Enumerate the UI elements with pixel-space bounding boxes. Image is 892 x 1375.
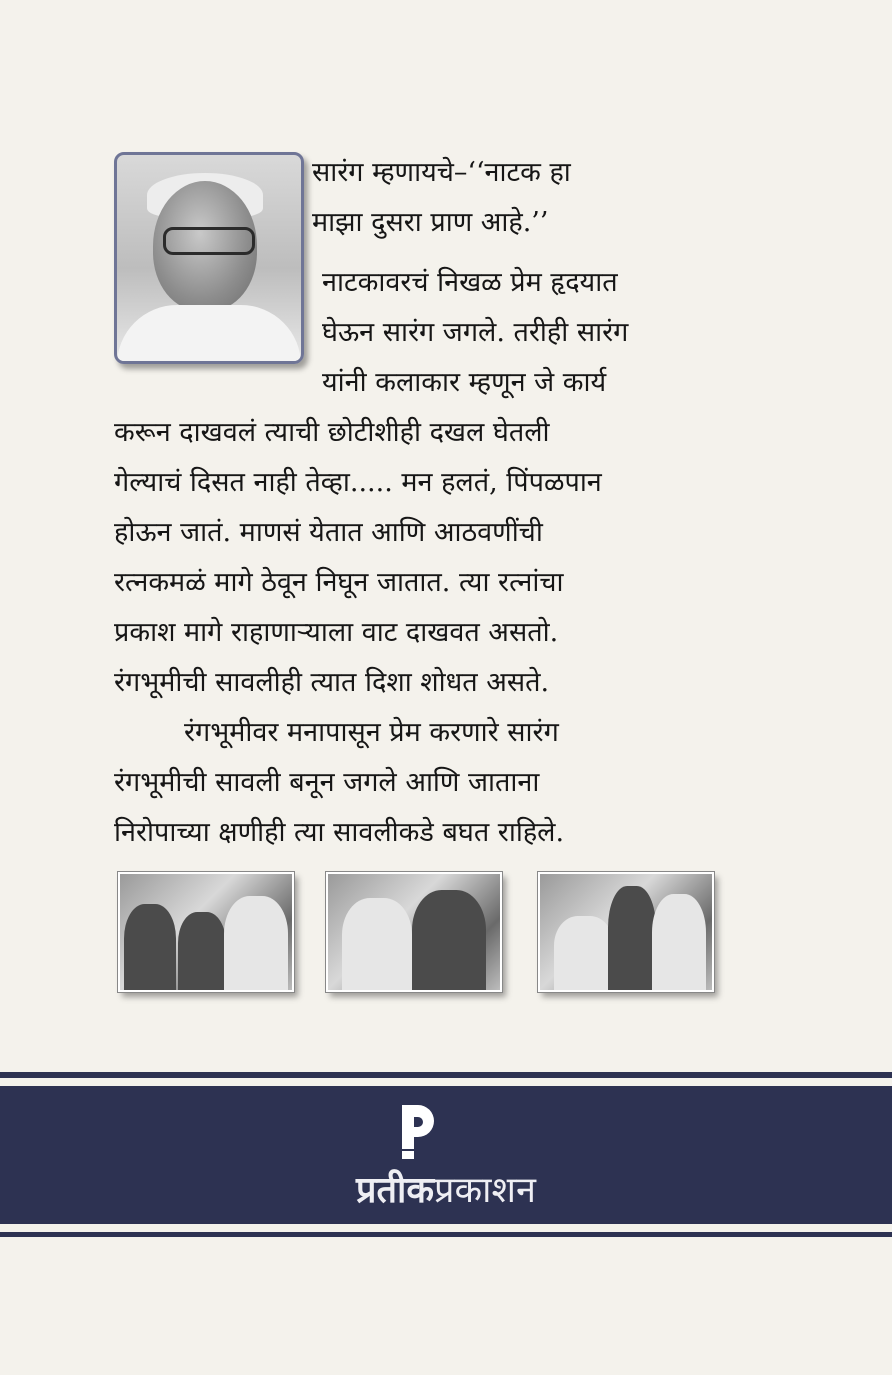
para1-line: रंगभूमीची सावलीही त्यात दिशा शोधत असते.	[114, 667, 550, 698]
stage-photo-2	[326, 872, 502, 992]
photo-figure	[554, 916, 614, 990]
para1-line: गेल्याचं दिसत नाही तेव्हा..... मन हलतं, पिंपळपान	[114, 467, 602, 498]
publisher-name-bold: प्रतीक	[356, 1170, 435, 1211]
band-top-rule	[0, 1072, 892, 1078]
para2-line: रंगभूमीवर मनापासून प्रेम करणारे सारंग	[184, 717, 559, 748]
quote-line: सारंग म्हणायचे–‘‘नाटक हा	[312, 157, 571, 188]
para2-line: रंगभूमीची सावली बनून जगले आणि जाताना	[114, 767, 540, 798]
para1-line: घेऊन सारंग जगले. तरीही सारंग	[322, 317, 629, 348]
quote-line: माझा दुसरा प्राण आहे.’’	[312, 207, 549, 238]
photo-figure	[342, 898, 412, 990]
publisher-logo-icon	[398, 1103, 436, 1161]
stage-photo-3	[538, 872, 714, 992]
para1-line: करून दाखवलं त्याची छोटीशीही दखल घेतली	[114, 417, 550, 448]
band-bottom-rule	[0, 1232, 892, 1237]
photo-figure	[124, 904, 176, 990]
author-quote	[312, 148, 722, 248]
photo-figure	[178, 912, 226, 990]
photo-figure	[412, 890, 486, 990]
para1-line: होऊन जातं. माणसं येतात आणि आठवणींची	[114, 517, 543, 548]
portrait-glasses	[163, 227, 255, 255]
para2-line: निरोपाच्या क्षणीही त्या सावलीकडे बघत राहिले.	[114, 817, 565, 848]
blurb-paragraph-1	[114, 258, 724, 708]
blurb-paragraph-2	[114, 708, 724, 858]
photo-figure	[224, 896, 288, 990]
publisher-name-regular: प्रकाशन	[434, 1170, 536, 1211]
para1-line: प्रकाश मागे राहाणाऱ्याला वाट दाखवत असतो.	[114, 617, 559, 648]
para1-line: यांनी कलाकार म्हणून जे कार्य	[322, 367, 607, 398]
photo-figure	[652, 894, 706, 990]
para1-line: नाटकावरचं निखळ प्रेम हृदयात	[322, 267, 618, 298]
para1-line: रत्नकमळं मागे ठेवून निघून जातात. त्या रत्नांचा	[114, 567, 564, 598]
publisher-name	[0, 1164, 892, 1213]
photo-figure	[608, 886, 656, 990]
stage-photo-1	[118, 872, 294, 992]
